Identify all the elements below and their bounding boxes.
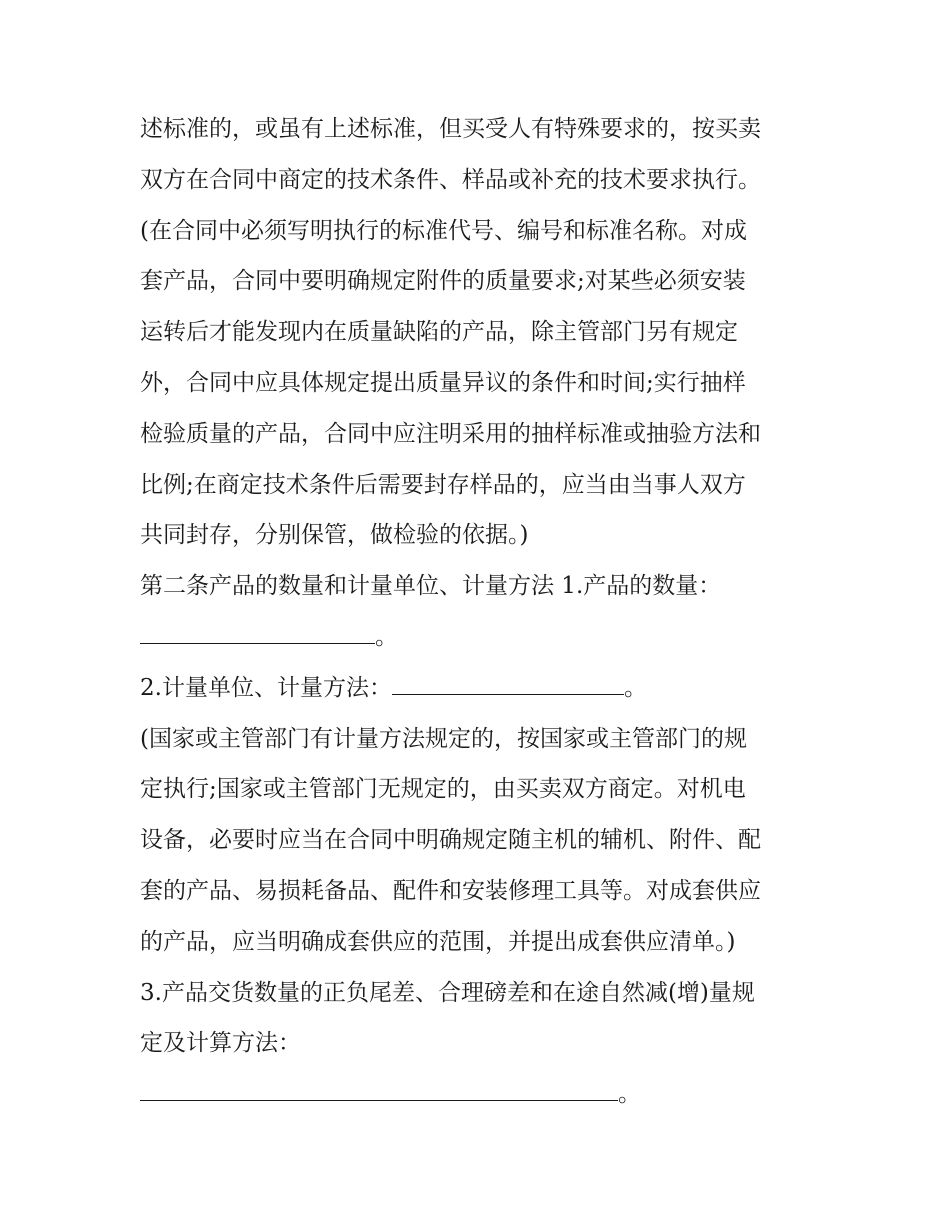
text-line: 套的产品、易损耗备品、配件和安装修理工具等。对成套供应 — [140, 877, 761, 904]
quantity-fill-blank[interactable] — [140, 613, 375, 644]
text-line: 双方在合同中商定的技术条件、样品或补充的技术要求执行。 — [140, 166, 761, 193]
item-3-blank-line — [140, 1069, 820, 1120]
text-line: 运转后才能发现内在质量缺陷的产品，除主管部门另有规定 — [140, 319, 738, 346]
text-line: (在合同中必须写明执行的标准代号、编号和标准名称。对成 — [140, 217, 747, 244]
item-2-line — [140, 663, 820, 714]
tolerance-fill-blank[interactable] — [140, 1070, 618, 1101]
text-line: 定及计算方法： — [140, 1030, 301, 1057]
unit-method-fill-blank[interactable] — [392, 664, 624, 695]
quantity-blank-end: 。 — [375, 623, 398, 650]
item-2-end: 。 — [623, 674, 647, 701]
text-line: 套产品，合同中要明确规定附件的质量要求;对某些必须安装 — [140, 268, 746, 295]
text-line: (国家或主管部门有计量方法规定的，按国家或主管部门的规 — [140, 725, 747, 752]
article-2-heading: 第二条产品的数量和计量单位、计量方法 1.产品的数量： — [140, 573, 722, 600]
item-3-blank-end: 。 — [618, 1081, 641, 1108]
text-line: 共同封存，分别保管，做检验的依据。) — [140, 522, 529, 549]
item-2-label: 2.计量单位、计量方法： — [140, 674, 392, 701]
text-line: 设备，必要时应当在合同中明确规定随主机的辅机、附件、配 — [140, 827, 761, 854]
item-3-heading: 3.产品交货数量的正负尾差、合理磅差和在途自然减(增)量规 — [140, 979, 755, 1006]
quantity-blank-line — [140, 612, 820, 663]
text-line: 比例;在商定技术条件后需要封存样品的，应当由当事人双方 — [140, 471, 746, 498]
text-line: 定执行;国家或主管部门无规定的，由买卖双方商定。对机电 — [140, 776, 746, 803]
text-line: 的产品，应当明确成套供应的范围，并提出成套供应清单。) — [140, 928, 736, 955]
document-body — [140, 104, 820, 1120]
text-line: 述标准的，或虽有上述标准，但买受人有特殊要求的，按买卖 — [140, 116, 761, 142]
text-line: 检验质量的产品，合同中应注明采用的抽样标准或抽验方法和 — [140, 420, 761, 447]
text-line: 外，合同中应具体规定提出质量异议的条件和时间;实行抽样 — [140, 369, 746, 396]
